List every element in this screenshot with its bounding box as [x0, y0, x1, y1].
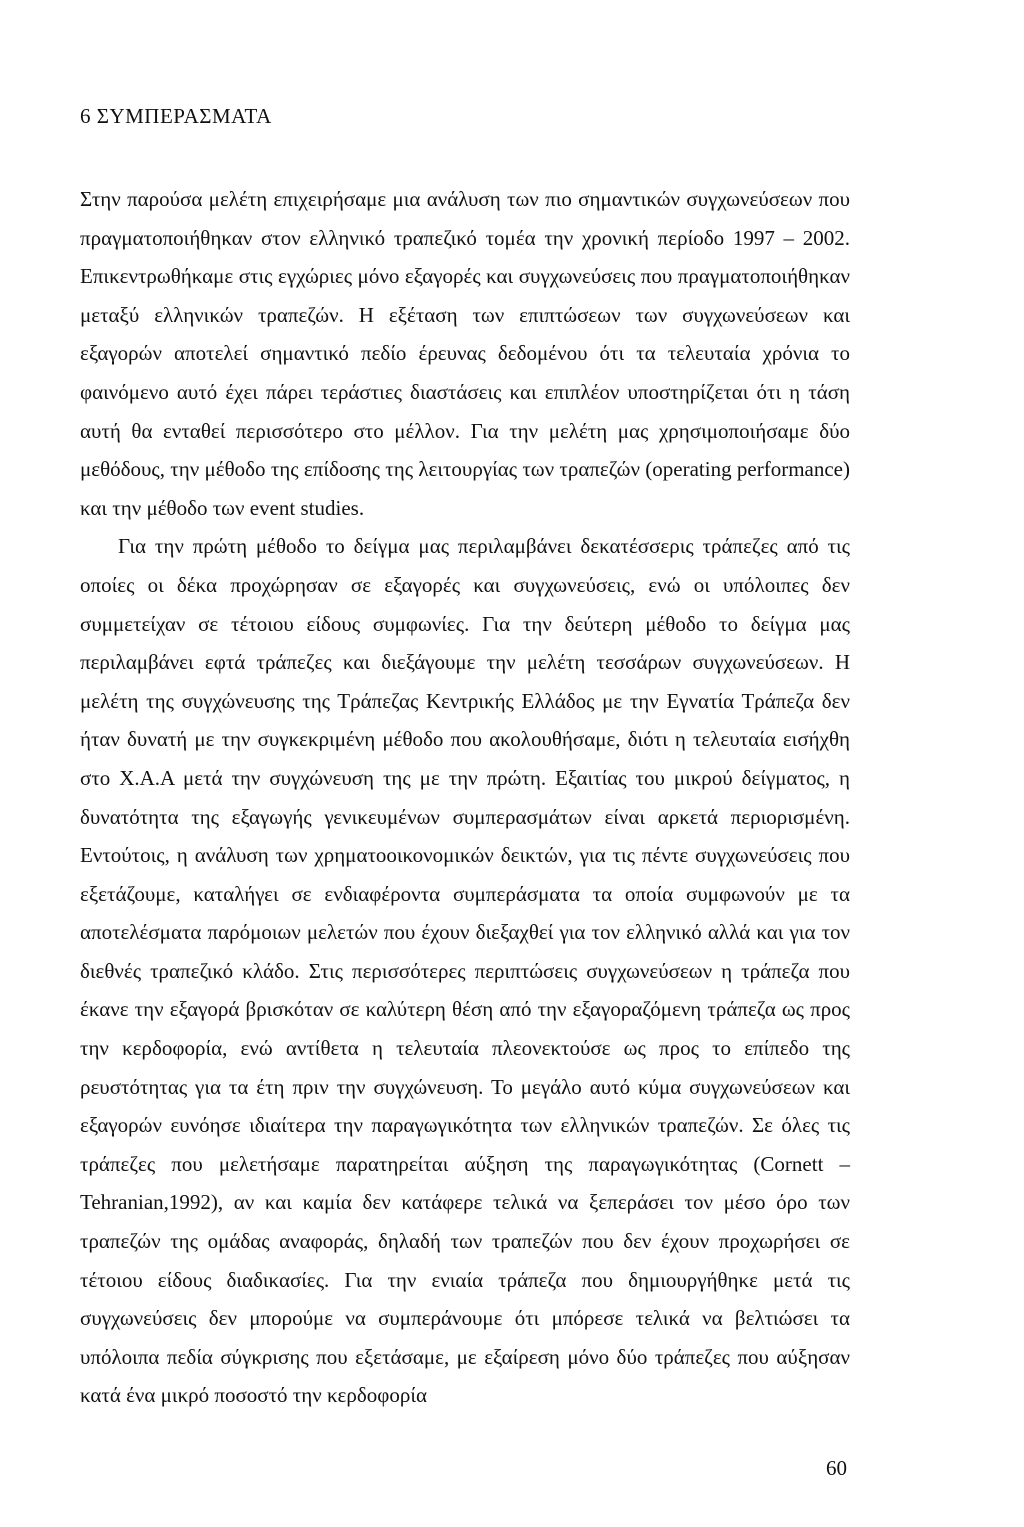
- body-text: [80, 180, 850, 1415]
- paragraph-methods: Για την πρώτη μέθοδο το δείγμα μας περιλαμβάνει δεκατέσσερις τράπεζες από τις οποίες οι δέκα προχώρησαν σε εξαγορές και συγχωνεύσεις, ενώ οι υπόλοιπες δεν συμμετείχαν σε τέτοιου είδους συμφωνίες. Για την δεύτερη μέθοδο το δείγμα μας περιλαμβάνει εφτά τράπεζες και διεξάγουμε την μελέτη τεσσάρων συγχωνεύσεων. Η μελέτη της συγχώνευσης της Τράπεζας Κεντρικής Ελλάδος με την Εγνατία Τράπεζα δεν ήταν δυνατή με την συγκεκριμένη μέθοδο που ακολουθήσαμε, διότι η τελευταία εισήχθη στο Χ.Α.Α μετά την συγχώνευση της με την πρώτη. Εξαιτίας του μικρού δείγματος, η δυνατότητα της εξαγωγής γενικευμένων συμπερασμάτων είναι αρκετά περιορισμένη. Εντούτοις, η ανάλυση των χρηματοοικονομικών δεικτών, για τις πέντε συγχωνεύσεις που εξετάζουμε, καταλήγει σε ενδιαφέροντα συμπεράσματα τα οποία συμφωνούν με τα αποτελέσματα παρόμοιων μελετών που έχουν διεξαχθεί για τον ελληνικό αλλά και για τον διεθνές τραπεζικό κλάδο. Στις περισσότερες περιπτώσεις συγχωνεύσεων η τράπεζα που έκανε την εξαγορά βρισκόταν σε καλύτερη θέση από την εξαγοραζόμενη τράπεζα ως προς την κερδοφορία, ενώ αντίθετα η τελευταία πλεονεκτούσε ως προς το επίπεδο της ρευστότητας για τα έτη πριν την συγχώνευση. Το μεγάλο αυτό κύμα συγχωνεύσεων και εξαγορών ευνόησε ιδιαίτερα την παραγωγικότητα των ελληνικών τραπεζών. Σε όλες τις τράπεζες που μελετήσαμε παρατηρείται αύξηση της παραγωγικότητας (Cornett – Tehranian,1992), αν και καμία δεν κατάφερε τελικά να ξεπεράσει τον μέσο όρο των τραπεζών της ομάδας αναφοράς, δηλαδή των τραπεζών που δεν έχουν προχωρήσει σε τέτοιου είδους διαδικασίες. Για την ενιαία τράπεζα που δημιουργήθηκε μετά τις συγχωνεύσεις δεν μπορούμε να συμπεράνουμε ότι μπόρεσε τελικά να βελτιώσει τα υπόλοιπα πεδία σύγκρισης που εξετάσαμε, με εξαίρεση μόνο δύο τράπεζες που αύξησαν κατά ένα μικρό ποσοστό την κερδοφορία: [80, 534, 850, 1408]
- section-heading: 6 ΣΥΜΠΕΡΑΣΜΑΤΑ: [80, 104, 272, 128]
- page-number: 60: [826, 1456, 847, 1480]
- paragraph-intro: Στην παρούσα μελέτη επιχειρήσαμε μια ανάλυση των πιο σημαντικών συγχωνεύσεων που πραγματοποιήθηκαν στον ελληνικό τραπεζικό τομέα την χρονική περίοδο 1997 – 2002. Επικεντρωθήκαμε στις εγχώριες μόνο εξαγορές και συγχωνεύσεις που πραγματοποιήθηκαν μεταξύ ελληνικών τραπεζών. Η εξέταση των επιπτώσεων των συγχωνεύσεων και εξαγορών αποτελεί σημαντικό πεδίο έρευνας δεδομένου ότι τα τελευταία χρόνια το φαινόμενο αυτό έχει πάρει τεράστιες διαστάσεις και επιπλέον υποστηρίζεται ότι η τάση αυτή θα ενταθεί περισσότερο στο μέλλον. Για την μελέτη μας χρησιμοποιήσαμε δύο μεθόδους, την μέθοδο της επίδοσης της λειτουργίας των τραπεζών (operating performance) και την μέθοδο των event studies.: [80, 187, 850, 520]
